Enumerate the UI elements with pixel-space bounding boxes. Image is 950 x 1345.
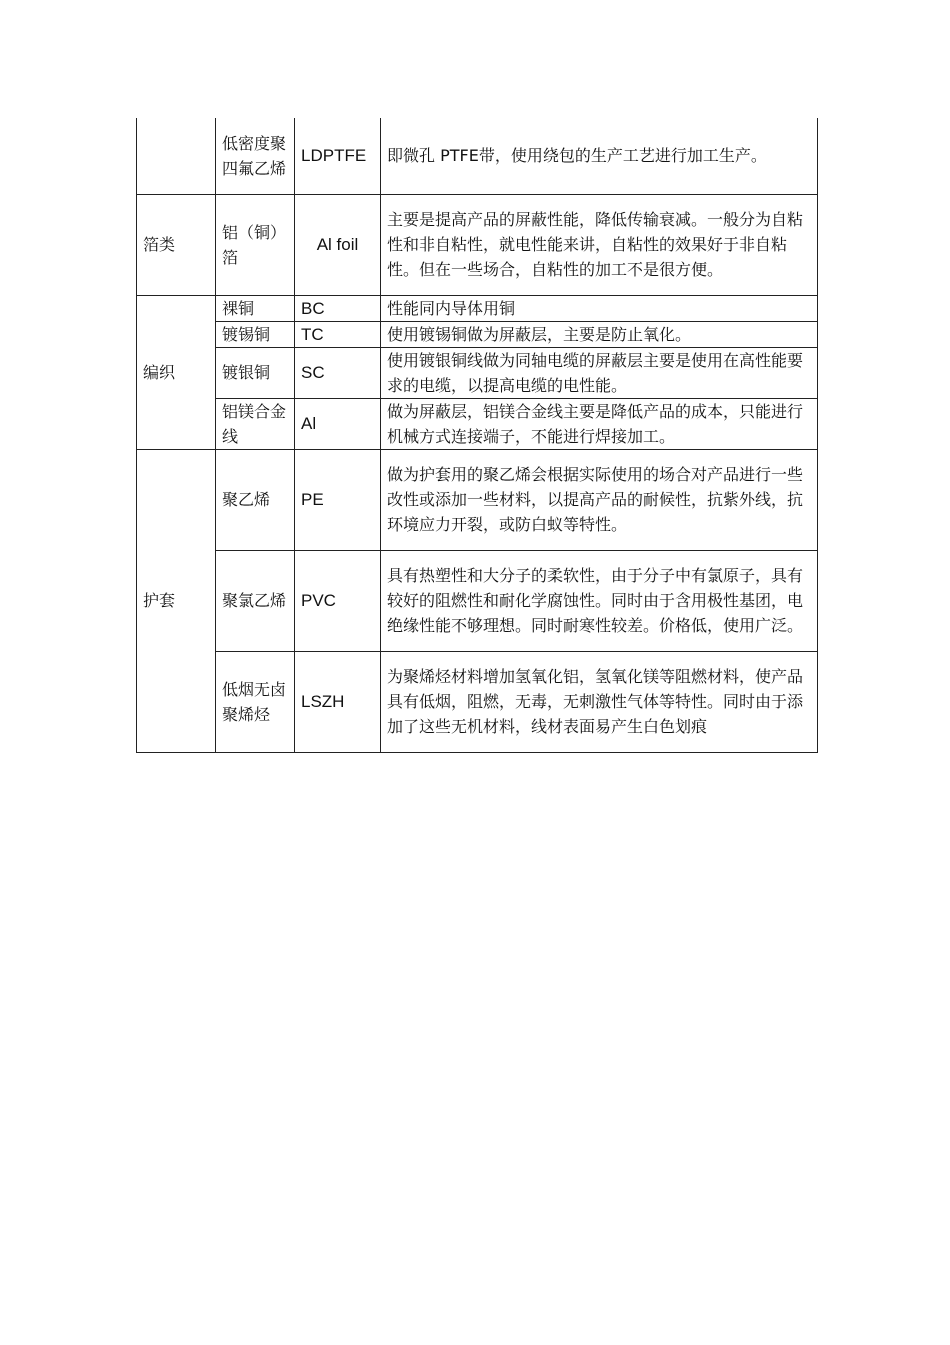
material-cell: 铝镁合金线 xyxy=(216,398,295,449)
description-cell: 主要是提高产品的屏蔽性能，降低传输衰减。一般分为自粘性和非自粘性，就电性能来讲，自粘性的效果好于非自粘性。但在一些场合，自粘性的加工不是很方便。 xyxy=(381,194,818,295)
description-cell: 即微孔 PTFE带，使用绕包的生产工艺进行加工生产。 xyxy=(381,118,818,194)
abbreviation-cell: TC xyxy=(295,321,381,347)
abbreviation-cell: LDPTFE xyxy=(295,118,381,194)
material-cell: 裸铜 xyxy=(216,295,295,321)
abbreviation-cell: Al foil xyxy=(295,194,381,295)
table-row xyxy=(137,347,818,398)
table-row xyxy=(137,550,818,651)
description-cell: 具有热塑性和大分子的柔软性，由于分子中有氯原子，具有较好的阻燃性和耐化学腐蚀性。同时由于含用极性基团，电绝缘性能不够理想。同时耐寒性较差。价格低，使用广泛。 xyxy=(381,550,818,651)
abbreviation-cell: LSZH xyxy=(295,651,381,752)
materials-table xyxy=(136,118,818,753)
description-cell: 为聚烯烃材料增加氢氧化铝，氢氧化镁等阻燃材料，使产品具有低烟，阻燃，无毒，无刺激性气体等特性。同时由于添加了这些无机材料，线材表面易产生白色划痕 xyxy=(381,651,818,752)
table-row xyxy=(137,194,818,295)
abbreviation-cell: BC xyxy=(295,295,381,321)
material-cell: 镀锡铜 xyxy=(216,321,295,347)
table-row xyxy=(137,321,818,347)
description-cell: 使用镀锡铜做为屏蔽层，主要是防止氧化。 xyxy=(381,321,818,347)
category-cell: 编织 xyxy=(137,295,216,449)
description-cell: 性能同内导体用铜 xyxy=(381,295,818,321)
abbreviation-cell: SC xyxy=(295,347,381,398)
material-cell: 低密度聚四氟乙烯 xyxy=(216,118,295,194)
description-cell: 使用镀银铜线做为同轴电缆的屏蔽层主要是使用在高性能要求的电缆，以提高电缆的电性能。 xyxy=(381,347,818,398)
category-cell: 护套 xyxy=(137,449,216,752)
table-row xyxy=(137,118,818,194)
material-cell: 聚乙烯 xyxy=(216,449,295,550)
abbreviation-cell: Al xyxy=(295,398,381,449)
material-cell: 聚氯乙烯 xyxy=(216,550,295,651)
abbreviation-cell: PE xyxy=(295,449,381,550)
table-row xyxy=(137,651,818,752)
category-cell xyxy=(137,118,216,194)
material-cell: 低烟无卤聚烯烃 xyxy=(216,651,295,752)
abbreviation-cell: PVC xyxy=(295,550,381,651)
category-cell: 箔类 xyxy=(137,194,216,295)
description-cell: 做为屏蔽层，铝镁合金线主要是降低产品的成本，只能进行机械方式连接端子，不能进行焊接加工。 xyxy=(381,398,818,449)
description-cell: 做为护套用的聚乙烯会根据实际使用的场合对产品进行一些改性或添加一些材料，以提高产品的耐候性，抗紫外线，抗环境应力开裂，或防白蚁等特性。 xyxy=(381,449,818,550)
material-cell: 镀银铜 xyxy=(216,347,295,398)
material-cell: 铝（铜）箔 xyxy=(216,194,295,295)
table-row xyxy=(137,449,818,550)
table-row xyxy=(137,295,818,321)
table-row xyxy=(137,398,818,449)
